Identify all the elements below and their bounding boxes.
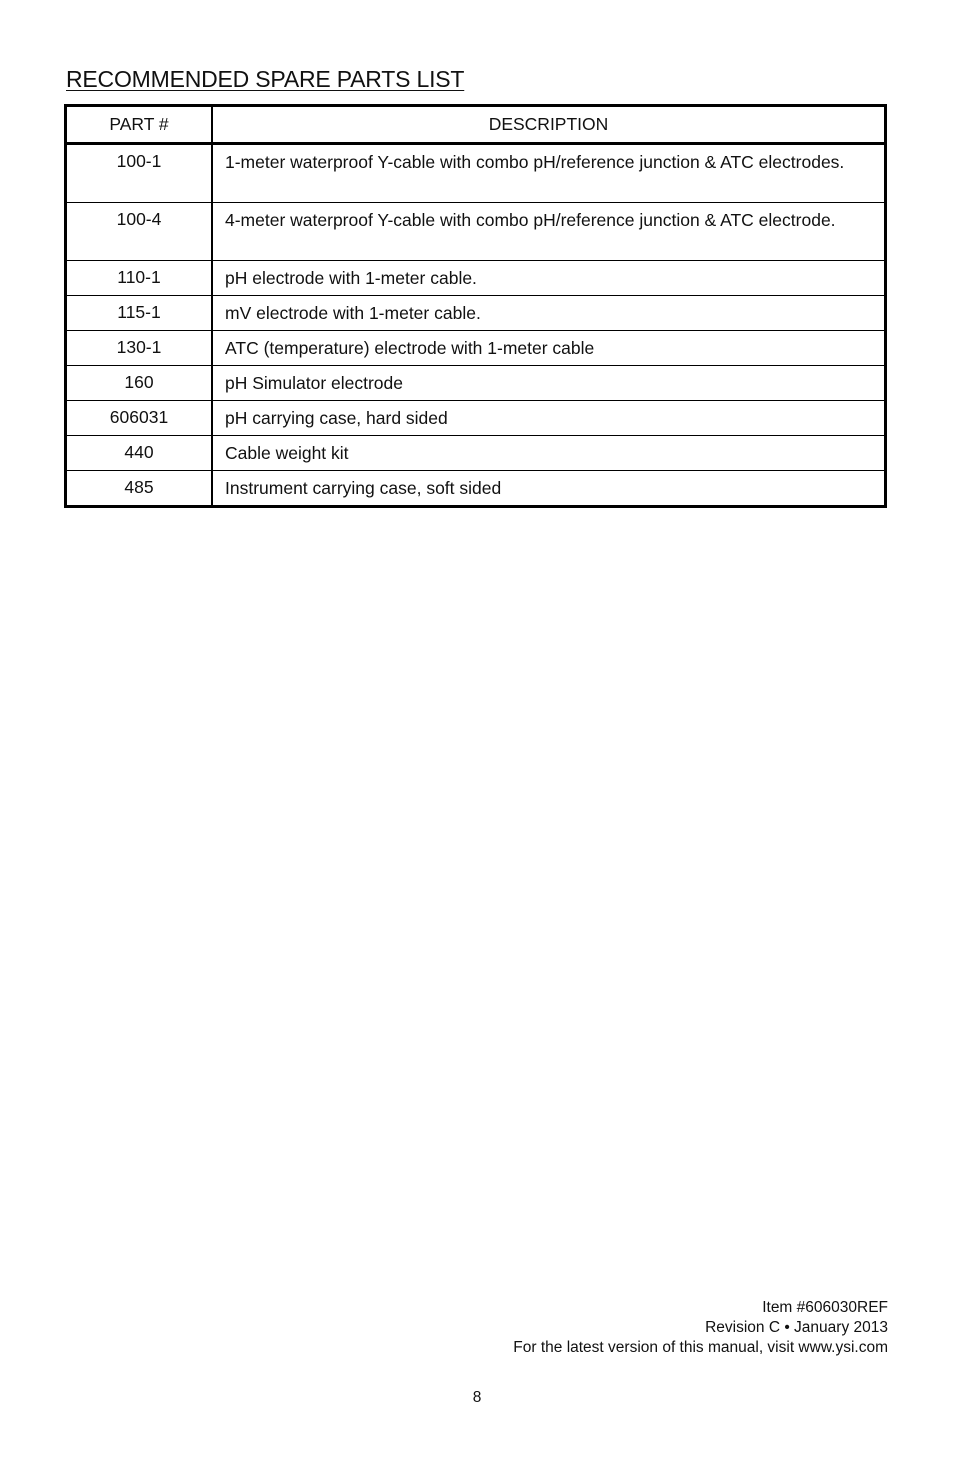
description-cell: 1-meter waterproof Y-cable with combo pH/reference junction & ATC electrodes. bbox=[212, 144, 886, 203]
spare-parts-table bbox=[64, 104, 887, 508]
table-row bbox=[66, 296, 886, 331]
description-cell: pH carrying case, hard sided bbox=[212, 401, 886, 436]
description-cell: 4-meter waterproof Y-cable with combo pH/reference junction & ATC electrode. bbox=[212, 203, 886, 261]
part-number-cell: 100-4 bbox=[66, 203, 213, 261]
table-header-row bbox=[66, 106, 886, 144]
part-number-cell: 160 bbox=[66, 366, 213, 401]
table-row bbox=[66, 331, 886, 366]
description-cell: Cable weight kit bbox=[212, 436, 886, 471]
table-row bbox=[66, 366, 886, 401]
table-row bbox=[66, 261, 886, 296]
description-cell: pH Simulator electrode bbox=[212, 366, 886, 401]
part-number-cell: 485 bbox=[66, 471, 213, 507]
page-title: RECOMMENDED SPARE PARTS LIST bbox=[66, 66, 465, 92]
description-cell: Instrument carrying case, soft sided bbox=[212, 471, 886, 507]
description-cell: ATC (temperature) electrode with 1-meter cable bbox=[212, 331, 886, 366]
table-row bbox=[66, 401, 886, 436]
latest-version-note: For the latest version of this manual, visit www.ysi.com bbox=[513, 1339, 888, 1356]
revision-info: Revision C • January 2013 bbox=[705, 1319, 888, 1336]
description-cell: pH electrode with 1-meter cable. bbox=[212, 261, 886, 296]
part-number-cell: 110-1 bbox=[66, 261, 213, 296]
page-number: 8 bbox=[472, 1389, 482, 1406]
column-header-part: PART # bbox=[66, 106, 213, 144]
part-number-cell: 606031 bbox=[66, 401, 213, 436]
table-row bbox=[66, 144, 886, 203]
part-number-cell: 100-1 bbox=[66, 144, 213, 203]
table-row bbox=[66, 471, 886, 507]
part-number-cell: 130-1 bbox=[66, 331, 213, 366]
table-row bbox=[66, 436, 886, 471]
part-number-cell: 115-1 bbox=[66, 296, 213, 331]
item-number: Item #606030REF bbox=[762, 1299, 888, 1316]
column-header-description: DESCRIPTION bbox=[212, 106, 886, 144]
part-number-cell: 440 bbox=[66, 436, 213, 471]
table-row bbox=[66, 203, 886, 261]
document-footer bbox=[513, 1298, 888, 1358]
description-cell: mV electrode with 1-meter cable. bbox=[212, 296, 886, 331]
